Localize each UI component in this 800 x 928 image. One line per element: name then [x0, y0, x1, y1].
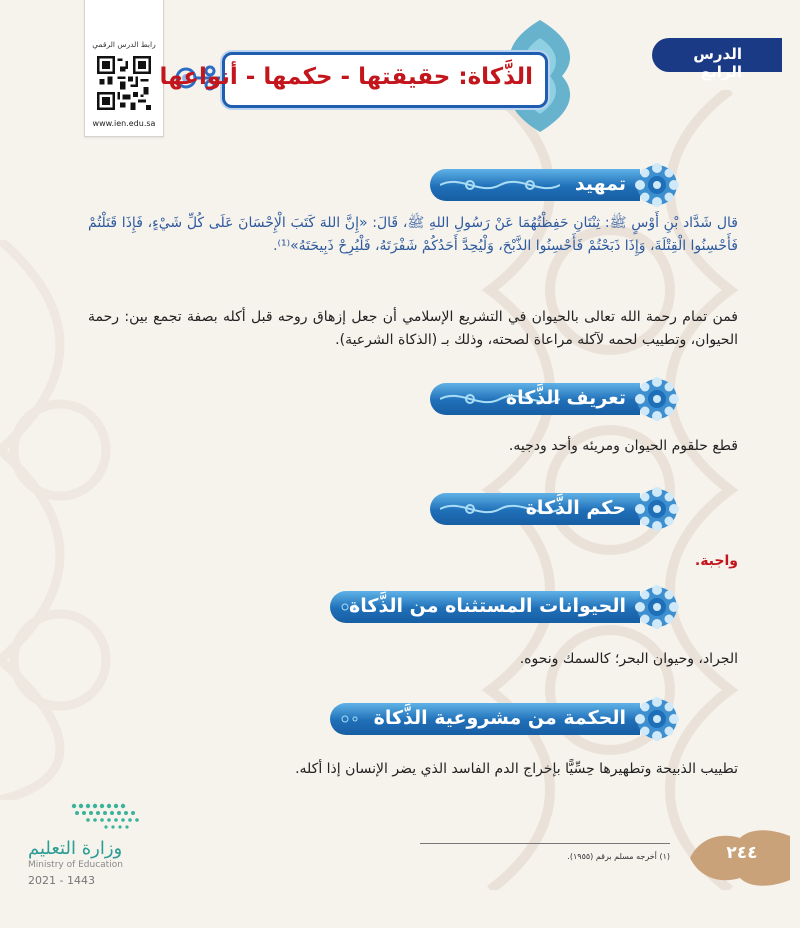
section-bar [330, 591, 640, 623]
section-bar [330, 703, 640, 735]
section-header-intro [430, 162, 680, 208]
exempt-text: الجراد، وحيوان البحر؛ كالسمك ونحوه. [519, 651, 738, 667]
footnote-divider [420, 843, 670, 844]
ministry-logo [28, 800, 148, 900]
digital-lesson-qr-card[interactable] [84, 0, 164, 137]
lesson-title-box [159, 52, 548, 108]
ministry-name-en: Ministry of Education [28, 860, 123, 870]
section-heading: تمهيد [574, 173, 626, 195]
rosette-icon [634, 696, 680, 742]
lesson-number-tab [652, 38, 782, 81]
section-heading: حكم الذَّكاة [525, 497, 626, 519]
section-bar [430, 383, 640, 415]
qr-code-icon[interactable] [97, 56, 151, 110]
rosette-icon [634, 162, 680, 208]
qr-title: رابط الدرس الرقمي [92, 40, 156, 49]
section-heading: تعريف الذَّكاة [505, 387, 626, 409]
section-header-ruling [430, 486, 680, 532]
intro-paragraph: فمن تمام رحمة الله تعالى بالحيوان في التشريع الإسلامي أن جعل إزهاق روحه قبل أكله بصفة تجمع بين: رحمة الحيوان، وتطييب لحمه لآكله مراعاة لصحته، وذلك بـ (الذكاة الشرعية). [88, 309, 738, 348]
ministry-name-ar: وزارة التعليم [28, 838, 123, 859]
rosette-icon [634, 486, 680, 532]
section-header-wisdom [330, 696, 680, 742]
section-heading: الحكمة من مشروعية الذَّكاة [373, 707, 626, 729]
lesson-title-banner [159, 18, 580, 134]
ministry-logo-dots [68, 800, 148, 834]
section-header-exempt [330, 584, 680, 630]
page-number: ٢٤٤ [726, 843, 758, 863]
section-bar [430, 493, 640, 525]
definition-text: قطع حلقوم الحيوان ومريئه وأحد ودجيه. [508, 438, 738, 454]
section-header-definition [430, 376, 680, 422]
lesson-number-label: الدرس الرابع [693, 45, 742, 81]
lesson-title: الذَّكاة: حقيقتها - حكمها - أنواعها [159, 64, 533, 90]
rosette-icon [634, 584, 680, 630]
footnote: (١) أخرجه مسلم برقم (١٩٥٥). [567, 852, 670, 861]
wisdom-text: تطييب الذبيحة وتطهيرها حِسِّيًّا بإخراج الدم الفاسد الذي يضر الإنسان إذا أكله. [295, 761, 738, 777]
hadith-text: قال شَدَّاد بْنِ أَوْسٍ ﷺ: ثِنْتَانِ حَفِظْتُهُمَا عَنْ رَسُولِ اللهِ ﷺ، قَالَ: «إِنَّ اللهَ كَتَبَ الْإِحْسَانَ عَلَى كُلِّ شَيْءٍ، فَإِذَا قَتَلْتُمْ فَأَحْسِنُوا الْقِتْلَةَ، وَإِذَا ذَبَحْتُمْ فَأَحْسِنُوا الذَّبْحَ، وَلْيُحِدَّ أَحَدُكُمْ شَفْرَتَهُ، فَلْيُرِحْ ذَبِيحَتَهُ»⁽¹⁾. [88, 215, 738, 254]
section-heading: الحيوانات المستثناه من الذَّكاة [349, 595, 626, 617]
qr-url[interactable]: www.ien.edu.sa [92, 119, 156, 128]
swirl-ornament [440, 174, 560, 196]
rosette-icon [634, 376, 680, 422]
edition-year: 2021 - 1443 [28, 874, 95, 887]
ruling-text: واجبة. [694, 553, 738, 569]
section-bar [430, 169, 640, 201]
